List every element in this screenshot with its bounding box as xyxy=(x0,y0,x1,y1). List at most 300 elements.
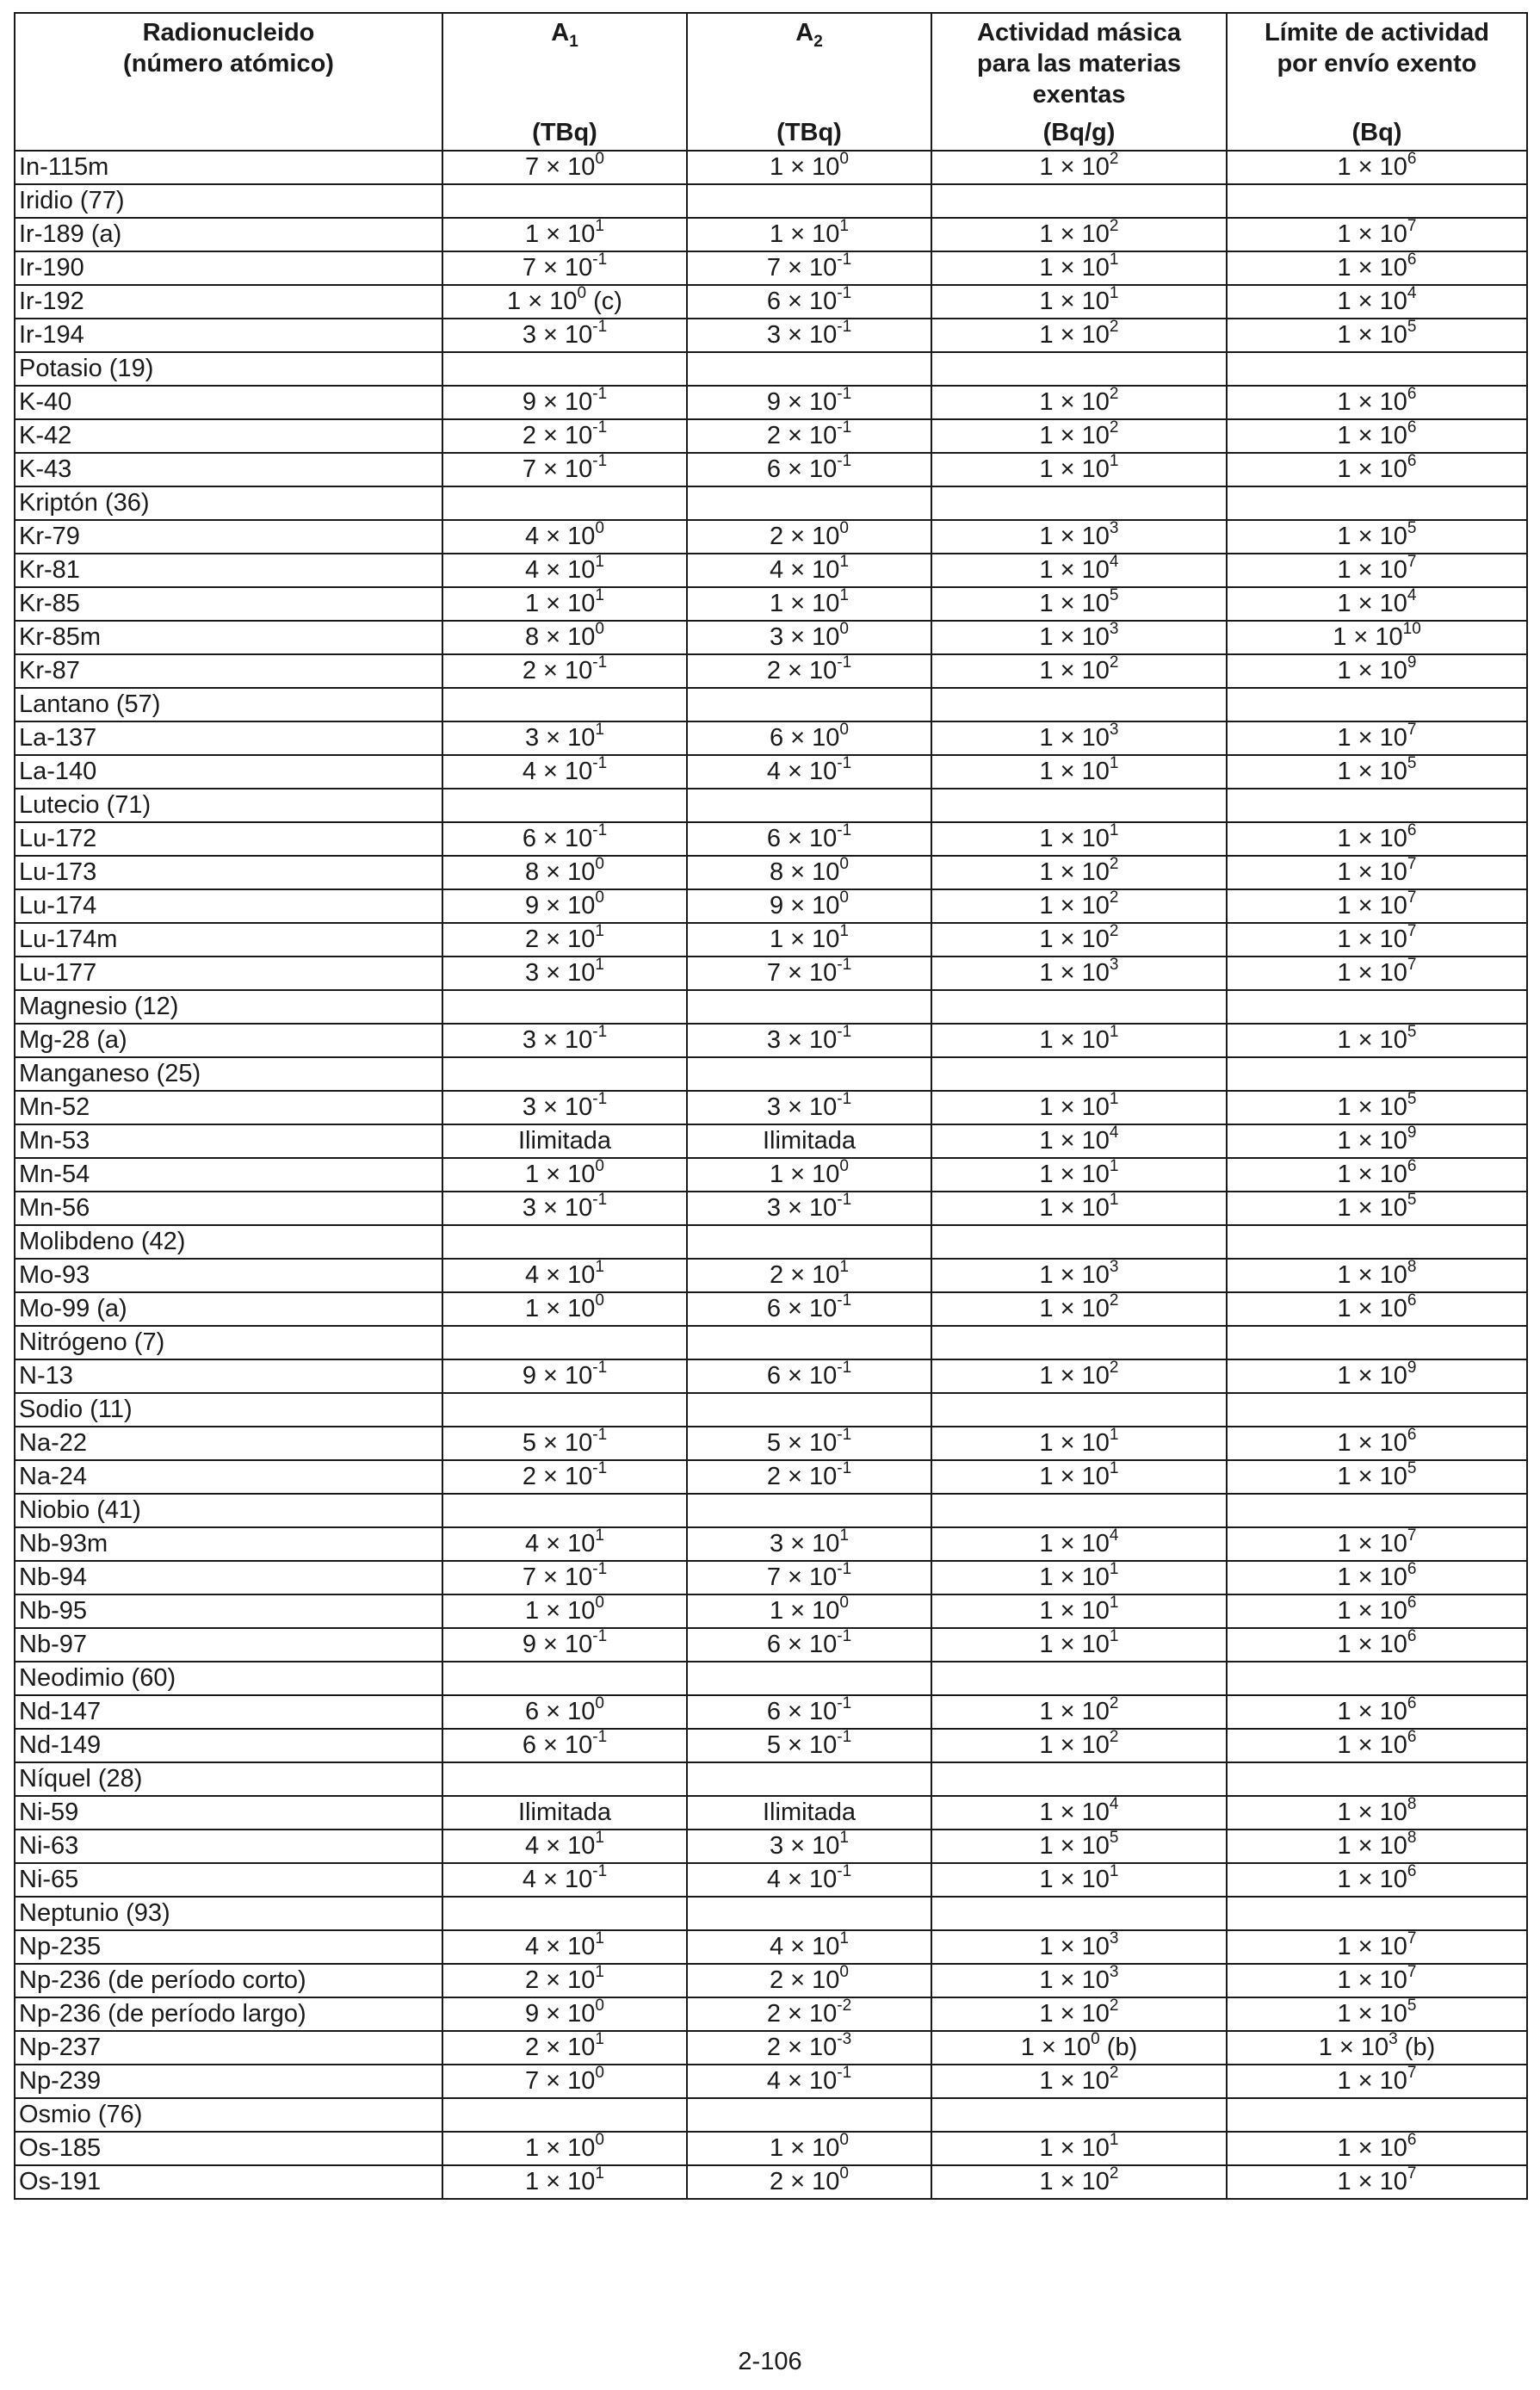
exponent: -1 xyxy=(837,1091,852,1109)
radionuclide-table xyxy=(14,12,1528,2200)
exponent: 3 xyxy=(1109,1259,1119,1277)
cell-a2 xyxy=(687,184,931,218)
exponent: 5 xyxy=(1407,1024,1417,1042)
exponent: 1 xyxy=(839,218,849,236)
cell-a1: $1 \times 10^0$ xyxy=(442,2132,687,2165)
cell-mass-activity: $1 \times 10^2$ xyxy=(931,218,1227,251)
table-row xyxy=(15,856,1527,889)
table-row xyxy=(15,218,1527,251)
cell-a1: $7 \times 10^{-1}$ xyxy=(442,453,687,486)
table-row xyxy=(15,1527,1527,1561)
cell-mass-activity xyxy=(931,352,1227,386)
exponent: -1 xyxy=(592,822,608,840)
exponent: -1 xyxy=(837,755,852,773)
cell-a2: $5 \times 10^{-1}$ xyxy=(687,1729,931,1762)
cell-activity-limit: $1 \times 10^6$ xyxy=(1227,2132,1527,2165)
exponent: 2 xyxy=(1109,2065,1119,2083)
exponent: 7 xyxy=(1407,957,1417,975)
exponent: 6 xyxy=(1407,453,1417,471)
element-group-row xyxy=(15,352,1527,386)
element-group-row xyxy=(15,789,1527,822)
exponent: 0 xyxy=(595,1997,604,2015)
cell-mass-activity: $1 \times 10^1$ xyxy=(931,453,1227,486)
cell-radionuclide: Os-191 xyxy=(15,2165,442,2199)
exponent: 2 xyxy=(1109,1292,1119,1310)
exponent: 1 xyxy=(1109,1628,1119,1646)
exponent: 1 xyxy=(595,587,604,605)
cell-mass-activity: $1 \times 10^2$ xyxy=(931,319,1227,352)
exponent: 1 xyxy=(1109,1192,1119,1210)
table-row xyxy=(15,285,1527,319)
cell-a1: $9 \times 10^{-1}$ xyxy=(442,1359,687,1393)
cell-mass-activity: $1 \times 10^1$ xyxy=(931,755,1227,789)
exponent: -1 xyxy=(837,1427,852,1445)
cell-activity-limit xyxy=(1227,1897,1527,1930)
cell-a1: $9 \times 10^0$ xyxy=(442,1997,687,2031)
cell-a2 xyxy=(687,352,931,386)
cell-a1: $4 \times 10^{-1}$ xyxy=(442,755,687,789)
exponent: 2 xyxy=(1109,856,1119,874)
cell-mass-activity: $1 \times 10^1$ xyxy=(931,2132,1227,2165)
cell-radionuclide: Np-235 xyxy=(15,1930,442,1964)
cell-mass-activity: $1 \times 10^4$ xyxy=(931,554,1227,587)
header-a2-label: A xyxy=(795,19,814,46)
cell-radionuclide: Potasio (19) xyxy=(15,352,442,386)
exponent: 0 xyxy=(595,1695,604,1713)
exponent: -1 xyxy=(592,386,608,404)
exponent: -1 xyxy=(592,1091,608,1109)
exponent: 8 xyxy=(1407,1796,1417,1814)
exponent: -1 xyxy=(592,1628,608,1646)
cell-activity-limit: $1 \times 10^9$ xyxy=(1227,654,1527,688)
exponent: 1 xyxy=(839,1830,849,1848)
cell-a2 xyxy=(687,990,931,1024)
exponent: 0 xyxy=(839,1964,849,1982)
exponent: -1 xyxy=(837,822,852,840)
cell-activity-limit: $1 \times 10^5$ xyxy=(1227,1460,1527,1494)
exponent: 1 xyxy=(595,2031,604,2049)
element-group-row xyxy=(15,1494,1527,1527)
header-activity-limit xyxy=(1227,13,1527,151)
cell-radionuclide: Lu-174 xyxy=(15,889,442,923)
exponent: 0 xyxy=(577,285,587,303)
exponent: -1 xyxy=(837,1292,852,1310)
cell-mass-activity: $1 \times 10^2$ xyxy=(931,386,1227,419)
header-mass-activity-line3: exentas xyxy=(1032,81,1126,108)
cell-activity-limit: $1 \times 10^6$ xyxy=(1227,1158,1527,1192)
cell-a1: $4 \times 10^1$ xyxy=(442,1930,687,1964)
cell-activity-limit: $1 \times 10^5$ xyxy=(1227,1091,1527,1124)
exponent: 2 xyxy=(1109,654,1119,672)
exponent: 0 xyxy=(839,1158,849,1176)
cell-a1: $7 \times 10^{-1}$ xyxy=(442,1561,687,1594)
cell-radionuclide: Lu-174m xyxy=(15,923,442,957)
exponent: 1 xyxy=(1109,453,1119,471)
cell-mass-activity: $1 \times 10^4$ xyxy=(931,1124,1227,1158)
cell-activity-limit: $1 \times 10^4$ xyxy=(1227,587,1527,621)
table-row xyxy=(15,1930,1527,1964)
cell-activity-limit: $1 \times 10^7$ xyxy=(1227,889,1527,923)
exponent: 3 xyxy=(1109,621,1119,639)
cell-radionuclide: La-137 xyxy=(15,721,442,755)
cell-mass-activity xyxy=(931,184,1227,218)
table-row xyxy=(15,520,1527,554)
cell-activity-limit xyxy=(1227,1225,1527,1259)
cell-mass-activity: $1 \times 10^3$ xyxy=(931,621,1227,654)
cell-mass-activity: $1 \times 10^3$ xyxy=(931,721,1227,755)
cell-radionuclide: Nb-94 xyxy=(15,1561,442,1594)
exponent: 2 xyxy=(1109,2165,1119,2183)
cell-a2: $7 \times 10^{-1}$ xyxy=(687,1561,931,1594)
cell-a1: $1 \times 10^1$ xyxy=(442,2165,687,2199)
cell-a2 xyxy=(687,1897,931,1930)
exponent: 1 xyxy=(595,218,604,236)
cell-a1: $6 \times 10^0$ xyxy=(442,1695,687,1729)
cell-radionuclide: Mn-56 xyxy=(15,1192,442,1225)
cell-mass-activity: $1 \times 10^2$ xyxy=(931,419,1227,453)
exponent: 0 xyxy=(595,621,604,639)
cell-mass-activity xyxy=(931,1494,1227,1527)
cell-activity-limit: $1 \times 10^6$ xyxy=(1227,1695,1527,1729)
exponent: 1 xyxy=(839,1930,849,1948)
cell-a2 xyxy=(687,789,931,822)
element-group-row xyxy=(15,990,1527,1024)
cell-a1: $2 \times 10^{-1}$ xyxy=(442,1460,687,1494)
cell-mass-activity: $1 \times 10^3$ xyxy=(931,520,1227,554)
cell-radionuclide: Na-22 xyxy=(15,1427,442,1460)
header-activity-limit-line2: por envío exento xyxy=(1277,50,1477,77)
header-radionuclide-line1: Radionucleido xyxy=(142,19,315,46)
cell-radionuclide: Nitrógeno (7) xyxy=(15,1326,442,1359)
exponent: 1 xyxy=(1109,1594,1119,1613)
exponent: 0 xyxy=(595,1292,604,1310)
element-group-row xyxy=(15,1393,1527,1427)
exponent: 6 xyxy=(1407,1561,1417,1579)
cell-a2: $1 \times 10^1$ xyxy=(687,587,931,621)
cell-a1: $5 \times 10^{-1}$ xyxy=(442,1427,687,1460)
table-row xyxy=(15,957,1527,990)
cell-mass-activity: $1 \times 10^5$ xyxy=(931,587,1227,621)
cell-a2 xyxy=(687,1494,931,1527)
cell-activity-limit xyxy=(1227,789,1527,822)
exponent: 0 xyxy=(839,2132,849,2150)
cell-mass-activity: $1 \times 10^2$ xyxy=(931,2165,1227,2199)
exponent: 0 xyxy=(1091,2031,1100,2049)
table-row xyxy=(15,1460,1527,1494)
cell-radionuclide: Mo-99 (a) xyxy=(15,1292,442,1326)
cell-a2 xyxy=(687,486,931,520)
table-row xyxy=(15,1091,1527,1124)
cell-activity-limit xyxy=(1227,1393,1527,1427)
exponent: -1 xyxy=(592,1359,608,1378)
cell-radionuclide: Np-237 xyxy=(15,2031,442,2065)
exponent: -3 xyxy=(837,2031,852,2049)
table-row xyxy=(15,453,1527,486)
cell-radionuclide: Na-24 xyxy=(15,1460,442,1494)
cell-mass-activity: $1 \times 10^3$ xyxy=(931,1964,1227,1997)
cell-radionuclide: Neodimio (60) xyxy=(15,1662,442,1695)
cell-a1 xyxy=(442,2098,687,2132)
table-row xyxy=(15,1695,1527,1729)
cell-a2: $4 \times 10^1$ xyxy=(687,554,931,587)
cell-a1 xyxy=(442,1897,687,1930)
cell-radionuclide: K-42 xyxy=(15,419,442,453)
cell-mass-activity: $1 \times 10^2$ xyxy=(931,1729,1227,1762)
exponent: 0 xyxy=(595,2065,604,2083)
cell-mass-activity xyxy=(931,1326,1227,1359)
table-row xyxy=(15,1024,1527,1057)
exponent: 0 xyxy=(595,520,604,538)
cell-mass-activity xyxy=(931,1897,1227,1930)
cell-a1 xyxy=(442,184,687,218)
cell-a2: $3 \times 10^0$ xyxy=(687,621,931,654)
exponent: -1 xyxy=(592,251,608,269)
cell-a1: Ilimitada xyxy=(442,1124,687,1158)
table-row xyxy=(15,2132,1527,2165)
exponent: 7 xyxy=(1407,856,1417,874)
cell-a1: $3 \times 10^1$ xyxy=(442,957,687,990)
cell-a2: $6 \times 10^{-1}$ xyxy=(687,1292,931,1326)
cell-radionuclide: Np-236 (de período corto) xyxy=(15,1964,442,1997)
exponent: -1 xyxy=(837,285,852,303)
exponent: -2 xyxy=(837,1997,852,2015)
header-a2-sub: 2 xyxy=(813,32,823,51)
exponent: 1 xyxy=(1109,1158,1119,1176)
cell-a2: $7 \times 10^{-1}$ xyxy=(687,251,931,285)
cell-activity-limit xyxy=(1227,1494,1527,1527)
cell-activity-limit: $1 \times 10^5$ xyxy=(1227,755,1527,789)
cell-radionuclide: Sodio (11) xyxy=(15,1393,442,1427)
cell-radionuclide: Manganeso (25) xyxy=(15,1057,442,1091)
table-row xyxy=(15,1561,1527,1594)
cell-mass-activity: $1 \times 10^2$ xyxy=(931,1997,1227,2031)
exponent: -1 xyxy=(592,1863,608,1881)
exponent: 1 xyxy=(1109,251,1119,269)
cell-activity-limit: $1 \times 10^6$ xyxy=(1227,453,1527,486)
cell-a1 xyxy=(442,1494,687,1527)
cell-a2: $3 \times 10^{-1}$ xyxy=(687,1024,931,1057)
cell-mass-activity: $1 \times 10^4$ xyxy=(931,1527,1227,1561)
cell-mass-activity: $1 \times 10^2$ xyxy=(931,2065,1227,2098)
exponent: 7 xyxy=(1407,923,1417,941)
cell-a1: $4 \times 10^1$ xyxy=(442,1830,687,1863)
exponent: -1 xyxy=(592,1024,608,1042)
cell-radionuclide: Nb-95 xyxy=(15,1594,442,1628)
cell-activity-limit: $1 \times 10^6$ xyxy=(1227,822,1527,856)
cell-radionuclide: Nd-149 xyxy=(15,1729,442,1762)
cell-activity-limit: $1 \times 10^8$ xyxy=(1227,1259,1527,1292)
cell-mass-activity: $1 \times 10^4$ xyxy=(931,1796,1227,1830)
exponent: 2 xyxy=(1109,218,1119,236)
exponent: 5 xyxy=(1109,1830,1119,1848)
exponent: -1 xyxy=(592,1561,608,1579)
exponent: 3 xyxy=(1109,1930,1119,1948)
cell-activity-limit: $1 \times 10^9$ xyxy=(1227,1359,1527,1393)
exponent: 3 xyxy=(1109,520,1119,538)
cell-a2: $1 \times 10^1$ xyxy=(687,923,931,957)
cell-radionuclide: Molibdeno (42) xyxy=(15,1225,442,1259)
cell-a2 xyxy=(687,1762,931,1796)
exponent: 6 xyxy=(1407,1695,1417,1713)
cell-a2: $2 \times 10^1$ xyxy=(687,1259,931,1292)
exponent: 1 xyxy=(595,2165,604,2183)
cell-activity-limit: $1 \times 10^6$ xyxy=(1227,386,1527,419)
exponent: 2 xyxy=(1109,319,1119,337)
exponent: 9 xyxy=(1407,654,1417,672)
exponent: 1 xyxy=(839,923,849,941)
exponent: 1 xyxy=(595,721,604,740)
exponent: 7 xyxy=(1407,889,1417,907)
exponent: 1 xyxy=(1109,822,1119,840)
cell-activity-limit xyxy=(1227,1762,1527,1796)
exponent: -1 xyxy=(592,755,608,773)
cell-a2: $6 \times 10^{-1}$ xyxy=(687,1359,931,1393)
cell-radionuclide: Lutecio (71) xyxy=(15,789,442,822)
cell-mass-activity: $1 \times 10^0$ (b) xyxy=(931,2031,1227,2065)
cell-mass-activity: $1 \times 10^2$ xyxy=(931,923,1227,957)
cell-a2: $7 \times 10^{-1}$ xyxy=(687,957,931,990)
exponent: 2 xyxy=(1109,1359,1119,1378)
cell-activity-limit: $1 \times 10^5$ xyxy=(1227,1192,1527,1225)
exponent: 2 xyxy=(1109,923,1119,941)
table-row xyxy=(15,889,1527,923)
cell-a2: $3 \times 10^{-1}$ xyxy=(687,1192,931,1225)
cell-activity-limit: $1 \times 10^7$ xyxy=(1227,923,1527,957)
cell-a1: $4 \times 10^1$ xyxy=(442,1527,687,1561)
cell-a1: $1 \times 10^0$ xyxy=(442,1594,687,1628)
table-row xyxy=(15,1427,1527,1460)
exponent: 6 xyxy=(1407,2132,1417,2150)
exponent: 2 xyxy=(1109,889,1119,907)
exponent: 1 xyxy=(839,1259,849,1277)
exponent: 1 xyxy=(1109,1024,1119,1042)
cell-mass-activity: $1 \times 10^1$ xyxy=(931,1628,1227,1662)
cell-activity-limit xyxy=(1227,688,1527,721)
header-activity-limit-unit: (Bq) xyxy=(1351,119,1402,146)
exponent: 6 xyxy=(1407,1427,1417,1445)
cell-a1: $4 \times 10^0$ xyxy=(442,520,687,554)
cell-mass-activity: $1 \times 10^1$ xyxy=(931,1460,1227,1494)
cell-radionuclide: Kriptón (36) xyxy=(15,486,442,520)
cell-a2: $2 \times 10^{-1}$ xyxy=(687,419,931,453)
exponent: -1 xyxy=(837,1695,852,1713)
cell-radionuclide: K-43 xyxy=(15,453,442,486)
exponent: 0 xyxy=(839,889,849,907)
cell-radionuclide: Ni-65 xyxy=(15,1863,442,1897)
exponent: 5 xyxy=(1407,520,1417,538)
cell-radionuclide: Nb-97 xyxy=(15,1628,442,1662)
cell-activity-limit: $1 \times 10^6$ xyxy=(1227,1561,1527,1594)
exponent: 0 xyxy=(595,856,604,874)
cell-radionuclide: Magnesio (12) xyxy=(15,990,442,1024)
cell-a1: $4 \times 10^1$ xyxy=(442,554,687,587)
cell-a1: $2 \times 10^1$ xyxy=(442,1964,687,1997)
cell-a1 xyxy=(442,352,687,386)
exponent: -1 xyxy=(592,1460,608,1478)
cell-a2 xyxy=(687,688,931,721)
exponent: -1 xyxy=(837,1024,852,1042)
cell-a1: $7 \times 10^0$ xyxy=(442,2065,687,2098)
table-row xyxy=(15,1796,1527,1830)
cell-a2: $4 \times 10^{-1}$ xyxy=(687,1863,931,1897)
cell-a2 xyxy=(687,1326,931,1359)
exponent: 1 xyxy=(595,554,604,572)
cell-activity-limit: $1 \times 10^6$ xyxy=(1227,1628,1527,1662)
cell-radionuclide: Níquel (28) xyxy=(15,1762,442,1796)
cell-a2: $2 \times 10^{-1}$ xyxy=(687,1460,931,1494)
cell-a2: $3 \times 10^1$ xyxy=(687,1830,931,1863)
cell-activity-limit: $1 \times 10^6$ xyxy=(1227,1427,1527,1460)
header-a1-label: A xyxy=(551,19,570,46)
exponent: 4 xyxy=(1109,1796,1119,1814)
cell-radionuclide: Mn-53 xyxy=(15,1124,442,1158)
header-activity-limit-line1: Límite de actividad xyxy=(1264,19,1490,46)
exponent: 10 xyxy=(1402,621,1421,639)
cell-a1: $1 \times 10^0$ (c) xyxy=(442,285,687,319)
cell-a2: $4 \times 10^{-1}$ xyxy=(687,2065,931,2098)
cell-activity-limit: $1 \times 10^6$ xyxy=(1227,251,1527,285)
cell-a1: $2 \times 10^{-1}$ xyxy=(442,654,687,688)
cell-mass-activity xyxy=(931,688,1227,721)
cell-mass-activity: $1 \times 10^5$ xyxy=(931,1830,1227,1863)
cell-mass-activity: $1 \times 10^3$ xyxy=(931,1259,1227,1292)
table-row xyxy=(15,621,1527,654)
cell-a2 xyxy=(687,1393,931,1427)
cell-a2 xyxy=(687,1225,931,1259)
cell-radionuclide: Mo-93 xyxy=(15,1259,442,1292)
table-row xyxy=(15,251,1527,285)
exponent: 1 xyxy=(595,1830,604,1848)
cell-mass-activity: $1 \times 10^1$ xyxy=(931,1561,1227,1594)
cell-a1: $6 \times 10^{-1}$ xyxy=(442,822,687,856)
cell-activity-limit: $1 \times 10^7$ xyxy=(1227,218,1527,251)
exponent: 9 xyxy=(1407,1124,1417,1142)
exponent: -1 xyxy=(592,1192,608,1210)
cell-mass-activity xyxy=(931,486,1227,520)
exponent: 1 xyxy=(1109,1863,1119,1881)
cell-mass-activity: $1 \times 10^2$ xyxy=(931,654,1227,688)
exponent: 7 xyxy=(1407,1527,1417,1545)
cell-a2: $2 \times 10^{-3}$ xyxy=(687,2031,931,2065)
header-a1-unit: (TBq) xyxy=(532,119,597,146)
exponent: 3 xyxy=(1109,1964,1119,1982)
exponent: -1 xyxy=(837,1729,852,1747)
cell-mass-activity: $1 \times 10^1$ xyxy=(931,1024,1227,1057)
cell-a2: $2 \times 10^0$ xyxy=(687,1964,931,1997)
cell-radionuclide: N-13 xyxy=(15,1359,442,1393)
cell-a1 xyxy=(442,1393,687,1427)
cell-activity-limit: $1 \times 10^7$ xyxy=(1227,1964,1527,1997)
cell-a1: $8 \times 10^0$ xyxy=(442,856,687,889)
cell-activity-limit xyxy=(1227,990,1527,1024)
exponent: 6 xyxy=(1407,1594,1417,1613)
exponent: 0 xyxy=(595,151,604,169)
cell-a2: $1 \times 10^0$ xyxy=(687,151,931,184)
exponent: 0 xyxy=(595,889,604,907)
header-a1-sub: 1 xyxy=(569,32,578,51)
cell-a1 xyxy=(442,1225,687,1259)
table-row xyxy=(15,1729,1527,1762)
cell-mass-activity: $1 \times 10^1$ xyxy=(931,1192,1227,1225)
table-row xyxy=(15,721,1527,755)
exponent: -1 xyxy=(837,1192,852,1210)
cell-activity-limit: $1 \times 10^7$ xyxy=(1227,2165,1527,2199)
exponent: 5 xyxy=(1407,1091,1417,1109)
table-row xyxy=(15,1628,1527,1662)
cell-activity-limit: $1 \times 10^7$ xyxy=(1227,1527,1527,1561)
exponent: 0 xyxy=(839,856,849,874)
cell-mass-activity: $1 \times 10^2$ xyxy=(931,856,1227,889)
